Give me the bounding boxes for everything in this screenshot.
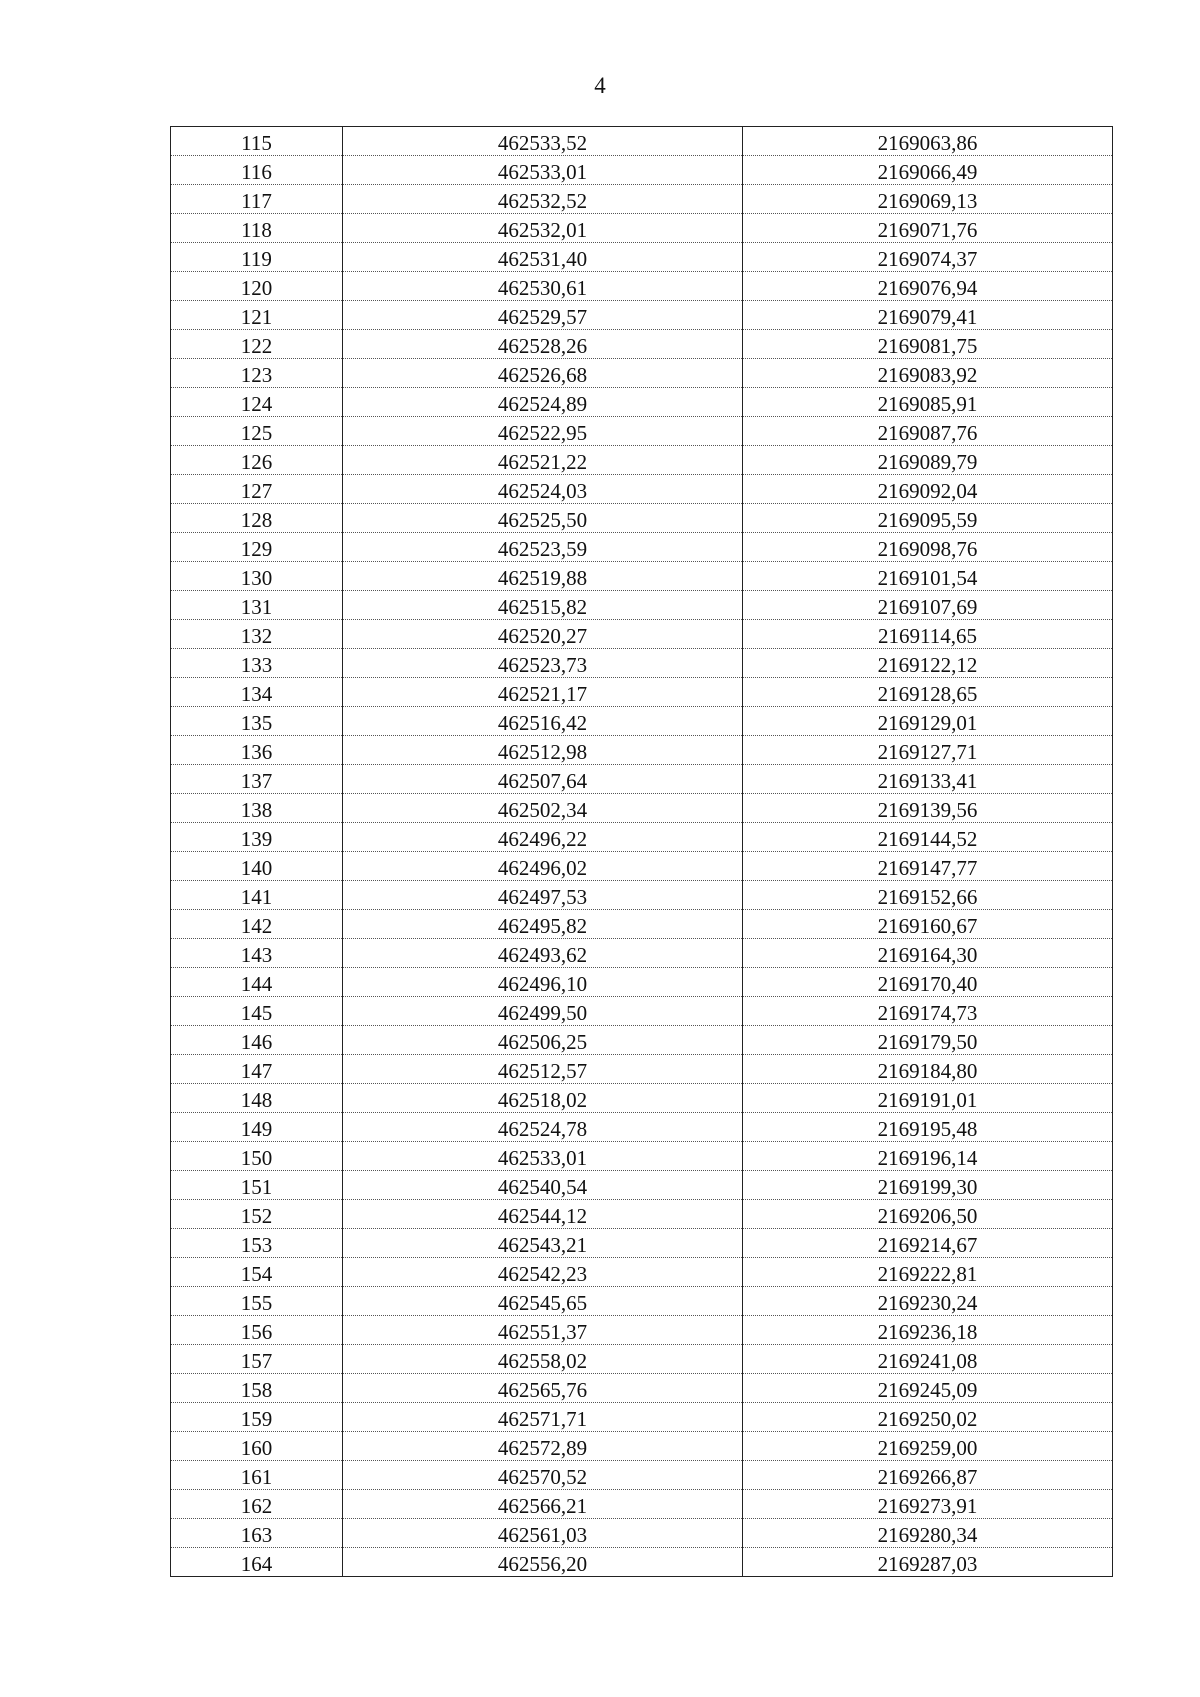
x-coordinate-cell: 462495,82: [343, 910, 743, 939]
point-number-cell: 147: [171, 1055, 343, 1084]
y-coordinate-cell: 2169195,48: [743, 1113, 1113, 1142]
x-coordinate-cell: 462516,42: [343, 707, 743, 736]
point-number-cell: 126: [171, 446, 343, 475]
point-number-cell: 163: [171, 1519, 343, 1548]
y-coordinate-cell: 2169196,14: [743, 1142, 1113, 1171]
table-row: [171, 1374, 1113, 1403]
point-number-cell: 144: [171, 968, 343, 997]
y-coordinate-cell: 2169114,65: [743, 620, 1113, 649]
x-coordinate-cell: 462528,26: [343, 330, 743, 359]
point-number-cell: 116: [171, 156, 343, 185]
table-row: [171, 1432, 1113, 1461]
y-coordinate-cell: 2169222,81: [743, 1258, 1113, 1287]
table-row: [171, 330, 1113, 359]
table-row: [171, 185, 1113, 214]
x-coordinate-cell: 462521,17: [343, 678, 743, 707]
x-coordinate-cell: 462532,01: [343, 214, 743, 243]
point-number-cell: 129: [171, 533, 343, 562]
table-row: [171, 794, 1113, 823]
y-coordinate-cell: 2169206,50: [743, 1200, 1113, 1229]
y-coordinate-cell: 2169236,18: [743, 1316, 1113, 1345]
x-coordinate-cell: 462572,89: [343, 1432, 743, 1461]
coordinates-table: [170, 126, 1113, 1577]
table-row: [171, 1229, 1113, 1258]
point-number-cell: 120: [171, 272, 343, 301]
x-coordinate-cell: 462533,01: [343, 1142, 743, 1171]
table-row: [171, 968, 1113, 997]
x-coordinate-cell: 462544,12: [343, 1200, 743, 1229]
x-coordinate-cell: 462523,73: [343, 649, 743, 678]
table-row: [171, 1084, 1113, 1113]
point-number-cell: 156: [171, 1316, 343, 1345]
table-row: [171, 620, 1113, 649]
x-coordinate-cell: 462543,21: [343, 1229, 743, 1258]
point-number-cell: 155: [171, 1287, 343, 1316]
y-coordinate-cell: 2169128,65: [743, 678, 1113, 707]
point-number-cell: 130: [171, 562, 343, 591]
x-coordinate-cell: 462551,37: [343, 1316, 743, 1345]
x-coordinate-cell: 462570,52: [343, 1461, 743, 1490]
point-number-cell: 131: [171, 591, 343, 620]
x-coordinate-cell: 462561,03: [343, 1519, 743, 1548]
point-number-cell: 138: [171, 794, 343, 823]
table-row: [171, 939, 1113, 968]
point-number-cell: 134: [171, 678, 343, 707]
y-coordinate-cell: 2169199,30: [743, 1171, 1113, 1200]
point-number-cell: 121: [171, 301, 343, 330]
point-number-cell: 137: [171, 765, 343, 794]
x-coordinate-cell: 462512,57: [343, 1055, 743, 1084]
x-coordinate-cell: 462526,68: [343, 359, 743, 388]
table-row: [171, 1345, 1113, 1374]
point-number-cell: 122: [171, 330, 343, 359]
point-number-cell: 159: [171, 1403, 343, 1432]
point-number-cell: 128: [171, 504, 343, 533]
table-row: [171, 272, 1113, 301]
y-coordinate-cell: 2169287,03: [743, 1548, 1113, 1577]
y-coordinate-cell: 2169266,87: [743, 1461, 1113, 1490]
x-coordinate-cell: 462566,21: [343, 1490, 743, 1519]
x-coordinate-cell: 462496,10: [343, 968, 743, 997]
y-coordinate-cell: 2169160,67: [743, 910, 1113, 939]
table-row: [171, 127, 1113, 156]
table-row: [171, 301, 1113, 330]
point-number-cell: 135: [171, 707, 343, 736]
table-row: [171, 1026, 1113, 1055]
y-coordinate-cell: 2169063,86: [743, 127, 1113, 156]
table-row: [171, 388, 1113, 417]
point-number-cell: 140: [171, 852, 343, 881]
point-number-cell: 133: [171, 649, 343, 678]
y-coordinate-cell: 2169079,41: [743, 301, 1113, 330]
point-number-cell: 162: [171, 1490, 343, 1519]
y-coordinate-cell: 2169184,80: [743, 1055, 1113, 1084]
point-number-cell: 127: [171, 475, 343, 504]
x-coordinate-cell: 462530,61: [343, 272, 743, 301]
y-coordinate-cell: 2169098,76: [743, 533, 1113, 562]
y-coordinate-cell: 2169129,01: [743, 707, 1113, 736]
y-coordinate-cell: 2169087,76: [743, 417, 1113, 446]
x-coordinate-cell: 462542,23: [343, 1258, 743, 1287]
y-coordinate-cell: 2169259,00: [743, 1432, 1113, 1461]
y-coordinate-cell: 2169066,49: [743, 156, 1113, 185]
x-coordinate-cell: 462512,98: [343, 736, 743, 765]
point-number-cell: 141: [171, 881, 343, 910]
y-coordinate-cell: 2169133,41: [743, 765, 1113, 794]
y-coordinate-cell: 2169089,79: [743, 446, 1113, 475]
x-coordinate-cell: 462515,82: [343, 591, 743, 620]
point-number-cell: 132: [171, 620, 343, 649]
y-coordinate-cell: 2169214,67: [743, 1229, 1113, 1258]
x-coordinate-cell: 462496,22: [343, 823, 743, 852]
x-coordinate-cell: 462565,76: [343, 1374, 743, 1403]
table-row: [171, 504, 1113, 533]
y-coordinate-cell: 2169147,77: [743, 852, 1113, 881]
table-row: [171, 1519, 1113, 1548]
x-coordinate-cell: 462571,71: [343, 1403, 743, 1432]
y-coordinate-cell: 2169076,94: [743, 272, 1113, 301]
point-number-cell: 152: [171, 1200, 343, 1229]
table-row: [171, 881, 1113, 910]
y-coordinate-cell: 2169170,40: [743, 968, 1113, 997]
table-row: [171, 591, 1113, 620]
x-coordinate-cell: 462502,34: [343, 794, 743, 823]
point-number-cell: 164: [171, 1548, 343, 1577]
table-row: [171, 1316, 1113, 1345]
point-number-cell: 123: [171, 359, 343, 388]
x-coordinate-cell: 462529,57: [343, 301, 743, 330]
table-row: [171, 1171, 1113, 1200]
table-row: [171, 562, 1113, 591]
y-coordinate-cell: 2169191,01: [743, 1084, 1113, 1113]
x-coordinate-cell: 462524,03: [343, 475, 743, 504]
table-row: [171, 707, 1113, 736]
y-coordinate-cell: 2169122,12: [743, 649, 1113, 678]
y-coordinate-cell: 2169152,66: [743, 881, 1113, 910]
y-coordinate-cell: 2169107,69: [743, 591, 1113, 620]
table-row: [171, 1113, 1113, 1142]
y-coordinate-cell: 2169095,59: [743, 504, 1113, 533]
x-coordinate-cell: 462506,25: [343, 1026, 743, 1055]
y-coordinate-cell: 2169069,13: [743, 185, 1113, 214]
point-number-cell: 158: [171, 1374, 343, 1403]
table-row: [171, 533, 1113, 562]
table-row: [171, 678, 1113, 707]
table-row: [171, 446, 1113, 475]
point-number-cell: 157: [171, 1345, 343, 1374]
x-coordinate-cell: 462545,65: [343, 1287, 743, 1316]
y-coordinate-cell: 2169139,56: [743, 794, 1113, 823]
table-row: [171, 417, 1113, 446]
table-row: [171, 1490, 1113, 1519]
x-coordinate-cell: 462533,01: [343, 156, 743, 185]
point-number-cell: 125: [171, 417, 343, 446]
point-number-cell: 118: [171, 214, 343, 243]
x-coordinate-cell: 462532,52: [343, 185, 743, 214]
y-coordinate-cell: 2169083,92: [743, 359, 1113, 388]
table-row: [171, 1258, 1113, 1287]
x-coordinate-cell: 462522,95: [343, 417, 743, 446]
y-coordinate-cell: 2169280,34: [743, 1519, 1113, 1548]
y-coordinate-cell: 2169230,24: [743, 1287, 1113, 1316]
table-row: [171, 1142, 1113, 1171]
x-coordinate-cell: 462531,40: [343, 243, 743, 272]
y-coordinate-cell: 2169071,76: [743, 214, 1113, 243]
table-row: [171, 910, 1113, 939]
table-row: [171, 1403, 1113, 1432]
y-coordinate-cell: 2169101,54: [743, 562, 1113, 591]
x-coordinate-cell: 462524,78: [343, 1113, 743, 1142]
point-number-cell: 146: [171, 1026, 343, 1055]
point-number-cell: 153: [171, 1229, 343, 1258]
y-coordinate-cell: 2169081,75: [743, 330, 1113, 359]
point-number-cell: 151: [171, 1171, 343, 1200]
table-row: [171, 1055, 1113, 1084]
x-coordinate-cell: 462497,53: [343, 881, 743, 910]
point-number-cell: 145: [171, 997, 343, 1026]
x-coordinate-cell: 462499,50: [343, 997, 743, 1026]
x-coordinate-cell: 462525,50: [343, 504, 743, 533]
x-coordinate-cell: 462507,64: [343, 765, 743, 794]
point-number-cell: 161: [171, 1461, 343, 1490]
point-number-cell: 148: [171, 1084, 343, 1113]
y-coordinate-cell: 2169074,37: [743, 243, 1113, 272]
y-coordinate-cell: 2169092,04: [743, 475, 1113, 504]
y-coordinate-cell: 2169085,91: [743, 388, 1113, 417]
x-coordinate-cell: 462520,27: [343, 620, 743, 649]
y-coordinate-cell: 2169241,08: [743, 1345, 1113, 1374]
coordinates-table-body: [171, 127, 1113, 1577]
y-coordinate-cell: 2169250,02: [743, 1403, 1113, 1432]
table-row: [171, 1548, 1113, 1577]
table-row: [171, 852, 1113, 881]
point-number-cell: 119: [171, 243, 343, 272]
x-coordinate-cell: 462496,02: [343, 852, 743, 881]
point-number-cell: 143: [171, 939, 343, 968]
point-number-cell: 150: [171, 1142, 343, 1171]
point-number-cell: 160: [171, 1432, 343, 1461]
table-row: [171, 243, 1113, 272]
x-coordinate-cell: 462493,62: [343, 939, 743, 968]
point-number-cell: 136: [171, 736, 343, 765]
y-coordinate-cell: 2169144,52: [743, 823, 1113, 852]
x-coordinate-cell: 462519,88: [343, 562, 743, 591]
point-number-cell: 139: [171, 823, 343, 852]
table-row: [171, 214, 1113, 243]
x-coordinate-cell: 462533,52: [343, 127, 743, 156]
table-row: [171, 649, 1113, 678]
y-coordinate-cell: 2169179,50: [743, 1026, 1113, 1055]
x-coordinate-cell: 462523,59: [343, 533, 743, 562]
x-coordinate-cell: 462540,54: [343, 1171, 743, 1200]
point-number-cell: 142: [171, 910, 343, 939]
table-row: [171, 1287, 1113, 1316]
table-row: [171, 156, 1113, 185]
point-number-cell: 124: [171, 388, 343, 417]
y-coordinate-cell: 2169273,91: [743, 1490, 1113, 1519]
table-row: [171, 1200, 1113, 1229]
y-coordinate-cell: 2169245,09: [743, 1374, 1113, 1403]
y-coordinate-cell: 2169164,30: [743, 939, 1113, 968]
x-coordinate-cell: 462524,89: [343, 388, 743, 417]
table-row: [171, 736, 1113, 765]
table-row: [171, 823, 1113, 852]
table-row: [171, 359, 1113, 388]
table-row: [171, 765, 1113, 794]
point-number-cell: 115: [171, 127, 343, 156]
x-coordinate-cell: 462558,02: [343, 1345, 743, 1374]
x-coordinate-cell: 462518,02: [343, 1084, 743, 1113]
y-coordinate-cell: 2169127,71: [743, 736, 1113, 765]
point-number-cell: 117: [171, 185, 343, 214]
x-coordinate-cell: 462556,20: [343, 1548, 743, 1577]
page-number: 4: [594, 73, 606, 98]
table-row: [171, 1461, 1113, 1490]
table-row: [171, 475, 1113, 504]
point-number-cell: 154: [171, 1258, 343, 1287]
x-coordinate-cell: 462521,22: [343, 446, 743, 475]
point-number-cell: 149: [171, 1113, 343, 1142]
table-row: [171, 997, 1113, 1026]
y-coordinate-cell: 2169174,73: [743, 997, 1113, 1026]
